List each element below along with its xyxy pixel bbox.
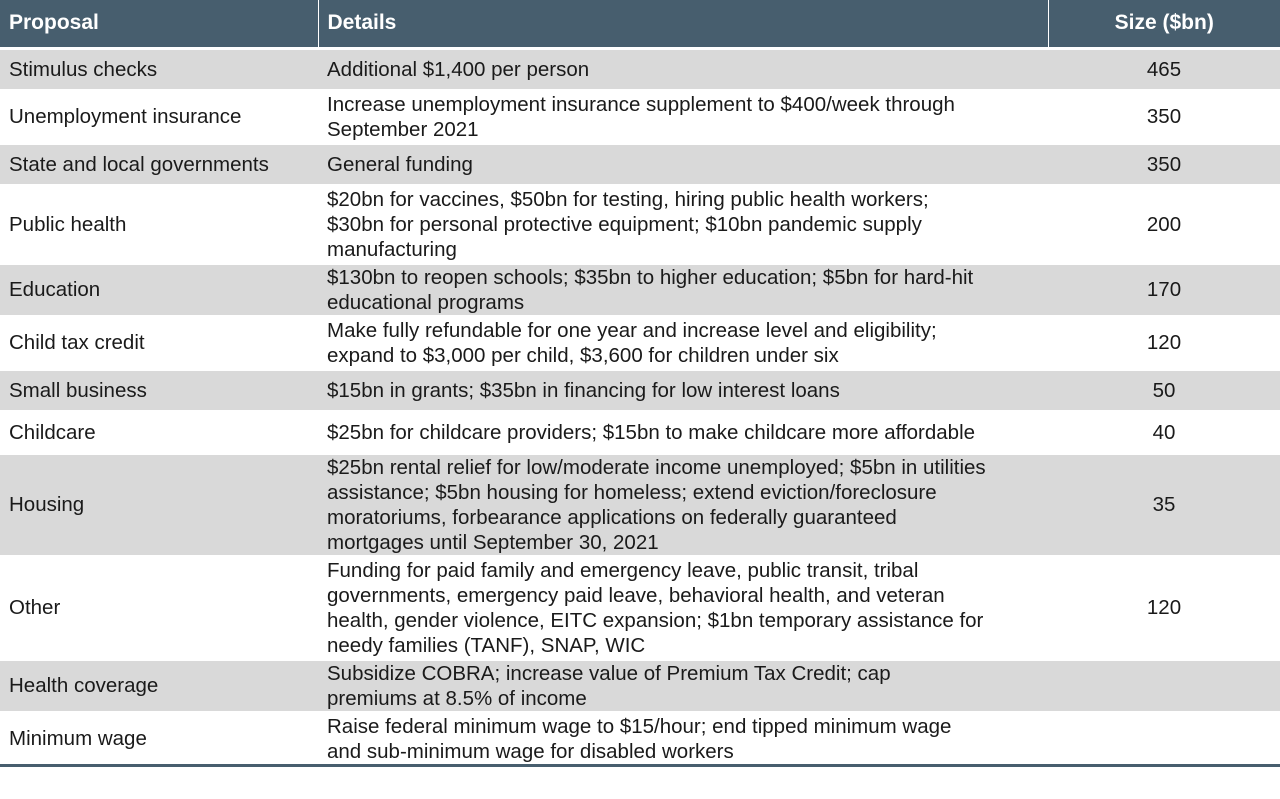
details-line: Increase unemployment insurance supplement to $400/week through: [327, 92, 955, 116]
table-row: [0, 556, 1280, 659]
table-header: [0, 0, 1280, 48]
details-line: $30bn for personal protective equipment; $10bn pandemic supply: [327, 212, 922, 236]
table-row: [0, 712, 1280, 765]
size-cell: 465: [1146, 57, 1182, 81]
header-row: [0, 0, 1280, 48]
proposal-cell: Child tax credit: [9, 331, 145, 354]
proposal-cell: Education: [9, 278, 101, 301]
header-details: Details: [318, 0, 1048, 48]
details-line: educational programs: [327, 290, 525, 314]
table-row: [0, 143, 1280, 185]
table-row: [0, 185, 1280, 263]
table-body: [0, 48, 1280, 765]
details-line: expand to $3,000 per child, $3,600 for children under six: [327, 343, 839, 367]
size-cell: 35: [1152, 493, 1176, 516]
size-cell: 120: [1146, 331, 1182, 354]
size-cell: 350: [1146, 152, 1182, 176]
details-line: and sub-minimum wage for disabled workers: [327, 739, 734, 763]
proposal-cell: Public health: [9, 212, 127, 236]
size-cell: 200: [1146, 212, 1182, 236]
details-line: $25bn rental relief for low/moderate income unemployed; $5bn in utilities: [327, 455, 986, 479]
details-cell: [318, 411, 1048, 453]
proposal-cell: Stimulus checks: [9, 57, 158, 81]
proposal-cell: Housing: [9, 493, 85, 516]
proposal-cell: Minimum wage: [9, 727, 147, 750]
details-line: Subsidize COBRA; increase value of Premium Tax Credit; cap: [327, 661, 891, 685]
details-cell: [318, 369, 1048, 411]
table-row: [0, 659, 1280, 712]
header-size: Size ($bn): [1048, 0, 1280, 48]
size-cell: 350: [1146, 105, 1182, 128]
details-cell: [318, 712, 1048, 765]
details-line: premiums at 8.5% of income: [327, 686, 587, 710]
details-cell: [318, 659, 1048, 712]
details-line: mortgages until September 30, 2021: [327, 530, 659, 554]
details-line: $25bn for childcare providers; $15bn to make childcare more affordable: [327, 420, 976, 444]
details-cell: [318, 453, 1048, 556]
proposal-cell: Health coverage: [9, 674, 159, 697]
details-cell: [318, 48, 1048, 90]
table-row: [0, 316, 1280, 369]
size-cell: 40: [1152, 420, 1176, 444]
details-line: $15bn in grants; $35bn in financing for low interest loans: [327, 378, 840, 402]
table-row: [0, 48, 1280, 90]
details-line: September 2021: [327, 117, 479, 141]
proposal-cell: Other: [9, 596, 61, 619]
details-line: Additional $1,400 per person: [327, 57, 590, 81]
table-row: [0, 453, 1280, 556]
details-line: $130bn to reopen schools; $35bn to higher education; $5bn for hard-hit: [327, 265, 974, 289]
size-cell: 50: [1152, 378, 1176, 402]
details-line: manufacturing: [327, 237, 457, 261]
proposal-cell: Small business: [9, 378, 147, 402]
details-line: assistance; $5bn housing for homeless; extend eviction/foreclosure: [327, 480, 937, 504]
details-line: health, gender violence, EITC expansion; $1bn temporary assistance for: [327, 608, 984, 632]
details-line: governments, emergency paid leave, behavioral health, and veteran: [327, 583, 945, 607]
details-line: Raise federal minimum wage to $15/hour; end tipped minimum wage: [327, 714, 952, 738]
details-cell: [318, 143, 1048, 185]
size-cell: 170: [1146, 278, 1182, 301]
proposal-cell: Childcare: [9, 420, 96, 444]
details-cell: [318, 90, 1048, 143]
details-line: General funding: [327, 152, 473, 176]
table-row: [0, 369, 1280, 411]
details-line: moratoriums, forbearance applications on federally guaranteed: [327, 505, 897, 529]
table-row: [0, 90, 1280, 143]
size-cell: [1048, 712, 1280, 765]
details-line: Make fully refundable for one year and increase level and eligibility;: [327, 318, 937, 342]
details-line: Funding for paid family and emergency leave, public transit, tribal: [327, 558, 919, 582]
size-cell: [1048, 659, 1280, 712]
details-line: needy families (TANF), SNAP, WIC: [327, 633, 646, 657]
proposal-cell: State and local governments: [9, 152, 269, 176]
proposal-cell: Unemployment insurance: [9, 105, 242, 128]
details-line: $20bn for vaccines, $50bn for testing, hiring public health workers;: [327, 187, 929, 211]
details-cell: [318, 263, 1048, 316]
details-cell: [318, 556, 1048, 659]
details-cell: [318, 185, 1048, 263]
size-cell: 120: [1146, 596, 1182, 619]
table-row: [0, 263, 1280, 316]
table-row: [0, 411, 1280, 453]
header-proposal: Proposal: [0, 0, 318, 48]
details-cell: [318, 316, 1048, 369]
